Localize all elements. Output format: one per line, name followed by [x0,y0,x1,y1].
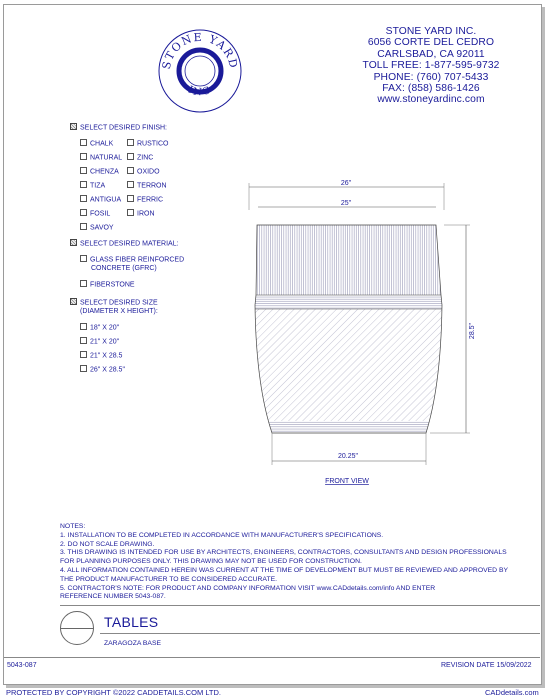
note-line: 1. INSTALLATION TO BE COMPLETED IN ACCORDANCE WITH MANUFACTURER'S SPECIFICATIONS. [60,531,384,539]
svg-text:STONE YARD: STONE YARD [159,30,241,71]
company-website: www.stoneyardinc.com [377,94,485,106]
finish-label: NATURAL [90,154,123,162]
company-phone: PHONE: (760) 707-5433 [373,71,489,83]
finish-header-checkbox[interactable] [70,123,77,130]
finish-option[interactable] [127,168,160,176]
finish-header [70,124,167,132]
reference-number: 5043-087 [7,662,37,669]
copyright-text: PROTECTED BY COPYRIGHT ©2022 CADDETAILS.COM LTD. [6,688,222,697]
notes-block [60,523,508,602]
finish-option[interactable] [80,210,110,218]
finish-label: TERRON [137,182,167,190]
finish-option[interactable] [80,196,121,204]
checkbox[interactable] [127,153,134,160]
material-header [70,240,179,248]
notes-title: NOTES: [60,523,86,530]
checkbox[interactable] [127,209,134,216]
checkbox[interactable] [80,153,87,160]
checkbox[interactable] [80,223,87,230]
base-body [250,225,450,435]
finish-label: IRON [137,210,155,218]
finish-label: OXIDO [137,168,160,176]
finish-option[interactable] [127,210,155,218]
detail-circle [60,611,94,645]
front-view-label: FRONT VIEW [325,478,369,485]
company-tollfree: TOLL FREE: 1-877-595-9732 [362,60,500,72]
finish-label: TIZA [90,182,106,190]
finish-option[interactable] [80,154,122,162]
svg-text:INC: INC [186,84,214,99]
front-view-drawing [230,175,510,495]
finish-label: ZINC [137,154,154,162]
size-option[interactable] [80,352,122,360]
finish-option[interactable] [127,182,167,190]
size-label: 18" X 20" [90,324,120,332]
material-option-gfrc-line2 [91,265,157,273]
size-label: 21" X 28.5 [90,352,123,360]
note-line: THE PRODUCT MANUFACTURER TO BE CONSIDERED ACCURATE. [60,575,278,583]
finish-label: SAVOY [90,224,114,232]
checkbox[interactable] [80,365,87,372]
material-label: FIBERSTONE [90,281,135,289]
material-header-label: SELECT DESIRED MATERIAL: [80,240,179,248]
material-option-fiberstone[interactable] [80,281,135,289]
finish-option[interactable] [80,224,114,232]
finish-option[interactable] [80,168,119,176]
finish-label: CHALK [90,140,114,148]
dim-label-base: 20.25" [337,453,359,460]
material-label: CONCRETE (GFRC) [91,265,157,272]
checkbox[interactable] [80,337,87,344]
note-line: FOR PLANNING PURPOSES ONLY. THIS DRAWING MAY NOT BE USED FOR CONSTRUCTION. [60,558,362,566]
checkbox[interactable] [80,280,87,287]
material-option-gfrc[interactable] [80,256,184,264]
size-header-checkbox[interactable] [70,298,77,305]
material-header-checkbox[interactable] [70,239,77,246]
size-header-label: (DIAMETER X HEIGHT): [80,308,158,315]
finish-label: FOSIL [90,210,111,218]
checkbox[interactable] [80,351,87,358]
company-address-line1: 6056 CORTE DEL CEDRO [367,37,495,49]
note-line: 5. CONTRACTOR'S NOTE: FOR PRODUCT AND COMPANY INFORMATION VISIT www.CADdetails.com/info AND ENTER [60,584,436,592]
size-header-line2 [80,308,158,316]
titleblock-subtitle: ZARAGOZA BASE [104,640,162,647]
finish-option[interactable] [127,154,153,162]
note-line: 4. ALL INFORMATION CONTAINED HEREIN WAS CURRENT AT THE TIME OF DEVELOPMENT BUT MUST BE REVIEWED AND APPROVED BY [60,566,509,574]
checkbox[interactable] [127,139,134,146]
finish-option[interactable] [127,196,163,204]
checkbox[interactable] [80,139,87,146]
finish-header-label: SELECT DESIRED FINISH: [80,124,168,132]
titleblock-divider [4,657,540,658]
finish-option[interactable] [80,182,105,190]
checkbox[interactable] [80,209,87,216]
note-line: 3. THIS DRAWING IS INTENDED FOR USE BY ARCHITECTS, ENGINEERS, CONTRACTORS, CONSULTANTS AND DESIGN PROFESSIONALS [60,549,507,557]
checkbox[interactable] [80,181,87,188]
finish-label: FERRIC [137,196,164,204]
titleblock-divider [60,605,540,606]
size-option[interactable] [80,338,119,346]
note-line: 2. DO NOT SCALE DRAWING. [60,540,155,548]
caddetails-link[interactable]: CADdetails.com [485,688,539,697]
finish-label: CHENZA [90,168,119,176]
dim-label-25: 25" [340,200,352,207]
finish-option[interactable] [80,140,113,148]
size-header-label: SELECT DESIRED SIZE [80,299,158,307]
checkbox[interactable] [127,195,134,202]
company-address-line2: CARLSBAD, CA 92011 [377,48,485,60]
size-label: 21" X 20" [90,338,120,346]
checkbox[interactable] [80,167,87,174]
size-header [70,299,158,307]
dim-label-26: 26" [340,180,352,187]
dim-label-height: 28.5" [469,322,476,340]
checkbox[interactable] [127,167,134,174]
company-name: STONE YARD INC. [385,26,477,37]
revision-date: REVISION DATE 15/09/2022 [441,662,532,669]
checkbox[interactable] [80,195,87,202]
checkbox[interactable] [80,323,87,330]
note-line: REFERENCE NUMBER 5043-087. [60,593,166,601]
material-label: GLASS FIBER REINFORCED [90,256,185,264]
size-label: 26" X 28.5" [90,366,125,374]
size-option[interactable] [80,324,119,332]
size-option[interactable] [80,366,125,374]
checkbox[interactable] [80,255,87,262]
finish-label: ANTIGUA [90,196,122,204]
titleblock-divider [100,633,540,634]
titleblock-title: TABLES [104,614,159,630]
finish-label: RUSTICO [137,140,169,148]
checkbox[interactable] [127,181,134,188]
company-fax: FAX: (858) 586-1426 [382,83,480,95]
finish-option[interactable] [127,140,169,148]
